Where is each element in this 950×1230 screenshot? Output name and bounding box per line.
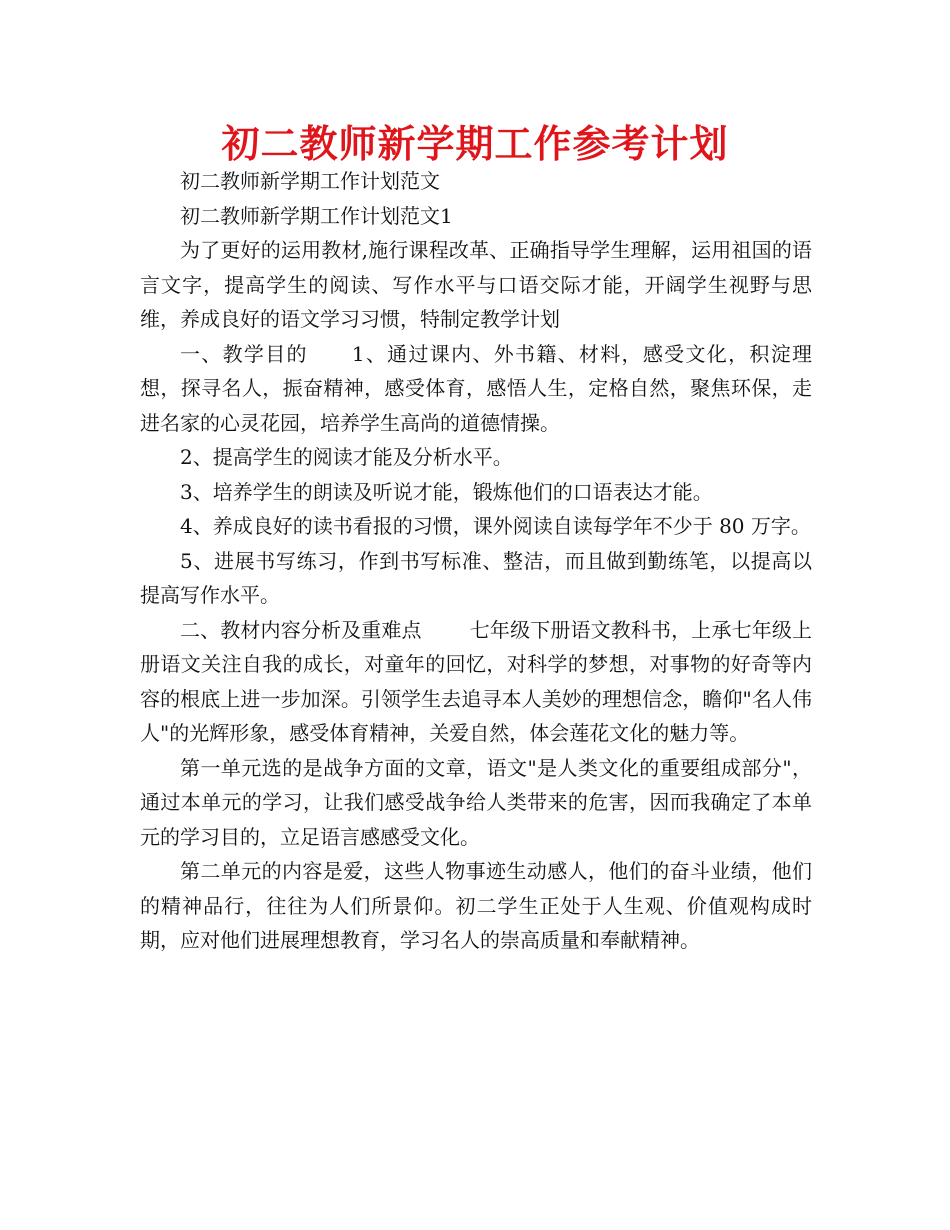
section-1-item-1: 1、通过课内、外书籍、材料，感受文化，积淀理想，探寻名人，振奋精神，感受体育，感悟人生，定格自然，聚焦环保，走进名家的心灵花园，培养学生高尚的道德情操。 <box>140 341 812 435</box>
document-body <box>140 164 812 958</box>
unit-2-paragraph: 第二单元的内容是爱，这些人物事迹生动感人，他们的奋斗业绩，他们的精神品行，往往为人们所景仰。初二学生正处于人生观、价值观构成时期，应对他们进展理想教育，学习名人的崇高质量和奉献精神。 <box>140 859 812 952</box>
section-1-paragraph <box>140 337 812 441</box>
subtitle-2: 初二教师新学期工作计划范文1 <box>180 203 453 228</box>
item-3: 3、培养学生的朗读及听说才能，锻炼他们的口语表达才能。 <box>180 479 713 504</box>
subtitle: 初二教师新学期工作计划范文 <box>180 169 440 193</box>
item-4: 4、养成良好的读书看报的习惯，课外阅读自读每学年不少于 80 万字。 <box>180 514 811 538</box>
intro-paragraph: 为了更好的运用教材,施行课程改革、正确指导学生理解，运用祖国的语言文字，提高学生的阅读、写作水平与口语交际才能，开阔学生视野与思维，养成良好的语文学习习惯，特制定教学计划 <box>140 238 812 331</box>
item-2: 2、提高学生的阅读才能及分析水平。 <box>180 445 513 469</box>
section-1-heading: 一、教学目的 <box>180 341 308 366</box>
section-2-paragraph <box>140 613 812 751</box>
document-title: 初二教师新学期工作参考计划 <box>221 122 729 166</box>
section-2-text: 七年级下册语文教科书，上承七年级上册语文关注自我的成长，对童年的回忆，对科学的梦想，对事物的好奇等内容的根底上进一步加深。引领学生去追寻本人美妙的理想信念，瞻仰"名人伟人"的光辉形象，感受体育精神，关爱自然，体会莲花文化的魅力等。 <box>140 617 813 745</box>
unit-1-paragraph: 第一单元选的是战争方面的文章，语文"是人类文化的重要组成部分"，通过本单元的学习，让我们感受战争给人类带来的危害，因而我确定了本单元的学习目的，立足语言感感受文化。 <box>140 755 812 849</box>
item-5: 5、进展书写练习，作到书写标准、整洁，而且做到勤练笔，以提高以提高写作水平。 <box>140 548 812 607</box>
section-2-heading: 二、教材内容分析及重难点 <box>180 617 422 642</box>
